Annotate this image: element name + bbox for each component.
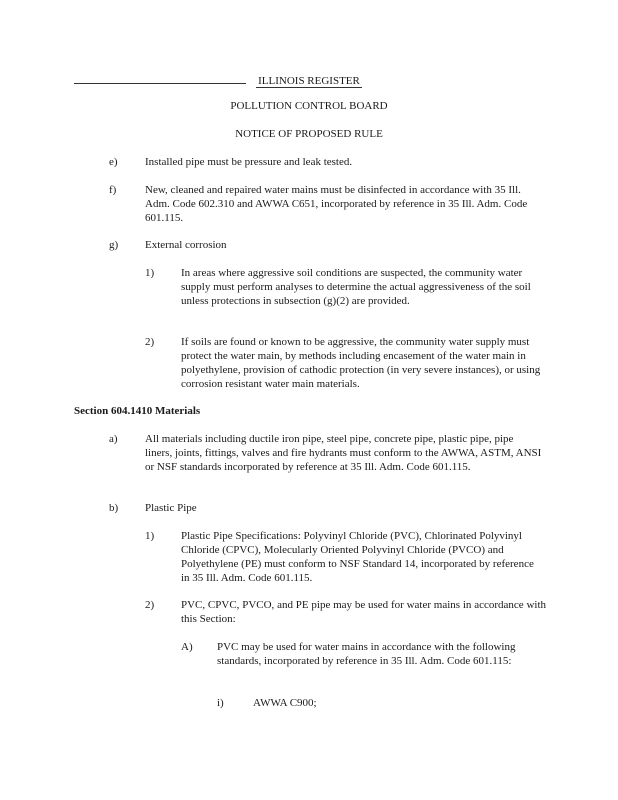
section-heading: Section 604.1410 Materials xyxy=(74,405,201,417)
board-title: POLLUTION CONTROL BOARD xyxy=(230,100,388,112)
notice-title: NOTICE OF PROPOSED RULE xyxy=(235,128,383,140)
item-e-label: e) xyxy=(109,156,118,168)
register-header xyxy=(0,71,618,89)
item-A-label: A) xyxy=(181,641,193,653)
item-g2-label: 2) xyxy=(145,336,155,348)
item-g-text: External corrosion xyxy=(145,239,227,251)
item-b1-label: 1) xyxy=(145,530,155,542)
item-b2-text: PVC, CPVC, PVCO, and PE pipe may be used for water mains in accordance with this Section: xyxy=(181,599,546,625)
item-f-text: New, cleaned and repaired water mains must be disinfected in accordance with 35 Ill. Adm. Code 602.310 and AWWA C651, incorporated by reference in 35 Ill. Adm. Code 601.115. xyxy=(145,184,528,224)
item-a-text: All materials including ductile iron pipe, steel pipe, concrete pipe, plastic pipe, pipe liners, joints, fittings, valves and fire hydrants must conform to the AWWA, ASTM, ANSI or NSF standards incorporated by reference at 35 Ill. Adm. Code 601.115. xyxy=(145,433,542,473)
item-b2-label: 2) xyxy=(145,599,155,611)
item-a-label: a) xyxy=(109,433,118,445)
item-g-label: g) xyxy=(109,239,119,251)
item-e-text: Installed pipe must be pressure and leak tested. xyxy=(145,156,353,168)
item-g2-text: If soils are found or known to be aggressive, the community water supply must protect the water main, by methods including encasement of the water main in polyethylene, provision of cathodic protection (in very severe instances), or using corrosion resistant water main materials. xyxy=(181,336,541,390)
item-b-text: Plastic Pipe xyxy=(145,502,197,514)
register-title: ILLINOIS REGISTER xyxy=(258,75,360,87)
item-b-label: b) xyxy=(109,502,119,514)
item-g1-text: In areas where aggressive soil conditions are suspected, the community water supply must perform analyses to determine the actual aggressiveness of the soil unless protections in subsection (g)(2) are provided. xyxy=(181,267,531,307)
item-b1-text: Plastic Pipe Specifications: Polyvinyl Chloride (PVC), Chlorinated Polyvinyl Chloride (CPVC), Molecularly Oriented Polyvinyl Chloride (PVCO) and Polyethylene (PE) must conform to NSF Standard 14, incorporated by reference in 35 Ill. Adm. Code 601.115. xyxy=(181,530,534,584)
item-i-label: i) xyxy=(217,697,224,709)
item-g1-label: 1) xyxy=(145,267,155,279)
item-A-text: PVC may be used for water mains in accordance with the following standards, incorporated by reference in 35 Ill. Adm. Code 601.115: xyxy=(217,641,516,667)
item-f-label: f) xyxy=(109,184,117,196)
item-i-text: AWWA C900; xyxy=(253,697,317,709)
